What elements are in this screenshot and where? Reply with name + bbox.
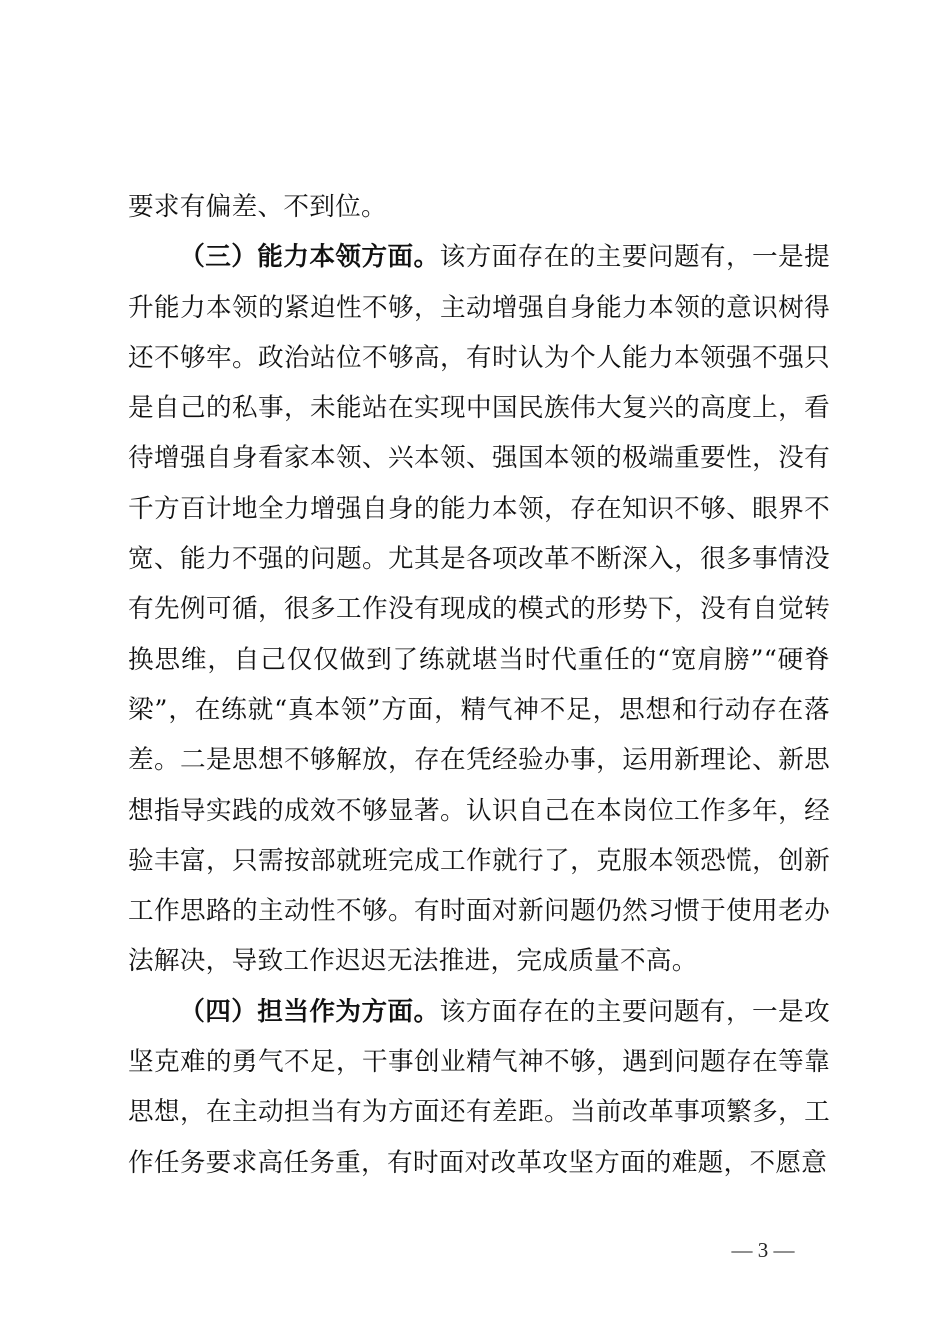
paragraph-ability xyxy=(128,232,830,986)
paragraph-text: 该方面存在的主要问题有，一是提升能力本领的紧迫性不够，主动增强自身能力本领的意识树得还不够牢。政治站位不够高，有时认为个人能力本领强不强只是自己的私事，未能站在实现中国民族伟大复兴的高度上，看待增强自身看家本领、兴本领、强国本领的极端重要性，没有千方百计地全力增强自身的能力本领，存在知识不够、眼界不宽、能力不强的问题。尤其是各项改革不断深入，很多事情没有先例可循，很多工作没有现成的模式的形势下，没有自觉转换思维，自己仅仅做到了练就堪当时代重任的“宽肩膀”“硬脊梁”，在练就“真本领”方面，精气神不足，思想和行动存在落差。二是思想不够解放，存在凭经验办事，运用新理论、新思想指导实践的成效不够显著。认识自己在本岗位工作多年，经验丰富，只需按部就班完成工作就行了，克服本领恐慌，创新工作思路的主动性不够。有时面对新问题仍然习惯于使用老办法解决，导致工作迟迟无法推进，完成质量不高。 xyxy=(128,242,830,977)
paragraph-text: 要求有偏差、不到位。 xyxy=(128,192,387,222)
paragraph-responsibility xyxy=(128,987,830,1188)
section-heading-ability: （三）能力本领方面。 xyxy=(179,242,440,273)
paragraph-text: 该方面存在的主要问题有，一是攻坚克难的勇气不足，干事创业精气神不够，遇到问题存在等靠思想，在主动担当有为方面还有差距。当前改革事项繁多，工作任务要求高任务重，有时面对改革攻坚方面的难题，不愿意 xyxy=(128,996,830,1178)
paragraph-continuation xyxy=(128,182,830,232)
section-heading-responsibility: （四）担当作为方面。 xyxy=(179,996,440,1027)
body-text xyxy=(128,182,830,1188)
page-number: — 3 — xyxy=(731,1238,795,1262)
